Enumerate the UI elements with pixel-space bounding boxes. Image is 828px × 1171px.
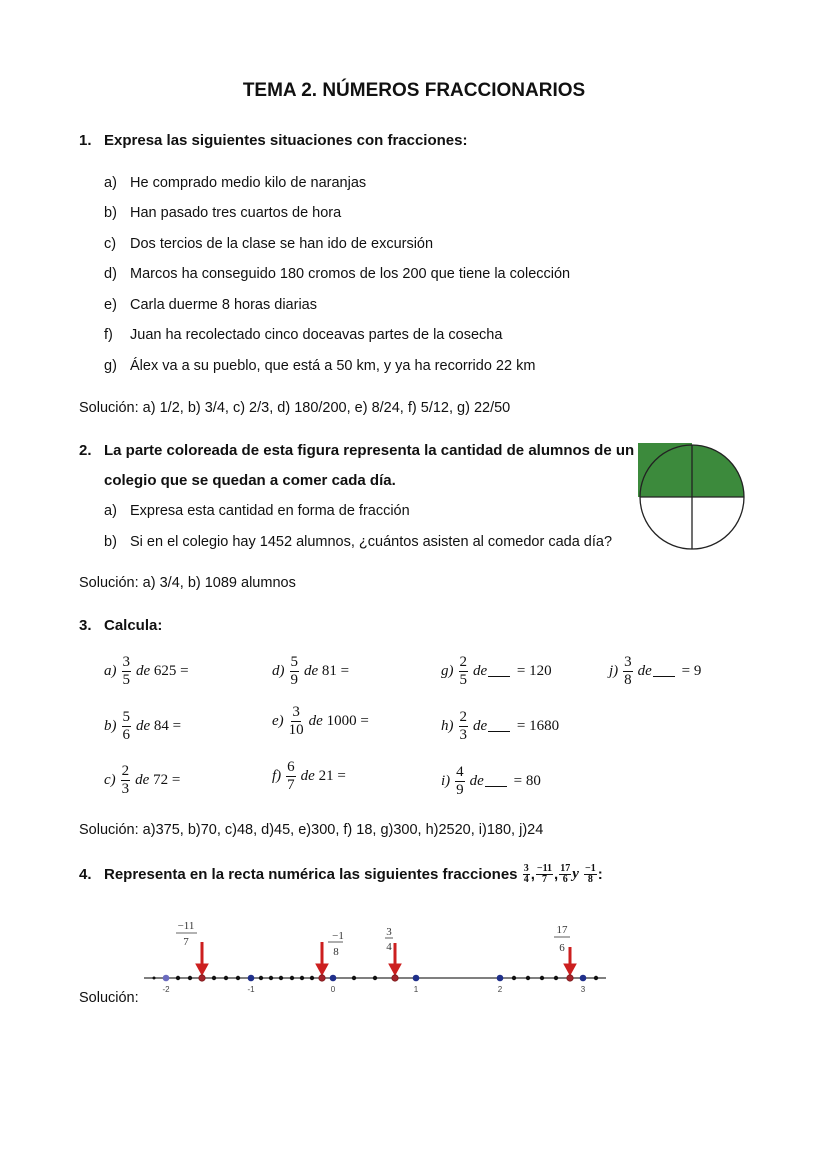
numerator: −11 bbox=[536, 863, 553, 874]
equals: = bbox=[172, 718, 182, 734]
tick-labels bbox=[162, 985, 585, 994]
fraction bbox=[121, 764, 131, 797]
exercise-g bbox=[441, 655, 552, 688]
exercise-j bbox=[609, 655, 701, 688]
item-label: g) bbox=[104, 358, 117, 374]
exercise-label: j) bbox=[609, 663, 619, 679]
word-de: de bbox=[469, 773, 484, 789]
result: 80 bbox=[525, 773, 541, 789]
fraction bbox=[286, 760, 296, 793]
equals: = bbox=[171, 772, 181, 788]
question-number: 4. bbox=[79, 866, 92, 883]
tick-label: -1 bbox=[247, 985, 255, 994]
exercise-i bbox=[441, 765, 541, 798]
solution-2: Solución: a) 3/4, b) 1089 alumnos bbox=[79, 575, 296, 591]
numerator: 2 bbox=[121, 763, 130, 779]
exercise-c bbox=[104, 764, 180, 797]
solution-1: Solución: a) 1/2, b) 3/4, c) 2/3, d) 180/200, e) 8/24, f) 5/12, g) 22/50 bbox=[79, 400, 511, 416]
question-2-heading-line2: colegio que se quedan a comer cada día. bbox=[104, 472, 396, 489]
operand: 72 bbox=[153, 772, 169, 788]
item-text: Si en el colegio hay 1452 alumnos, ¿cuántos asisten al comedor cada día? bbox=[130, 534, 613, 550]
question-1-heading bbox=[79, 132, 467, 149]
denominator: 8 bbox=[587, 874, 593, 885]
item-text: Han pasado tres cuartos de hora bbox=[130, 205, 342, 221]
item-text: Expresa esta cantidad en forma de fracción bbox=[130, 503, 410, 519]
fraction bbox=[459, 655, 469, 688]
word-de: de bbox=[300, 768, 315, 784]
numerator: 6 bbox=[287, 759, 295, 775]
tick-label: -2 bbox=[162, 985, 170, 994]
numerator: −1 bbox=[585, 863, 596, 874]
word-de: de bbox=[637, 663, 652, 679]
exercise-label: i) bbox=[441, 773, 451, 789]
fraction bbox=[290, 655, 300, 688]
numerator: 2 bbox=[459, 654, 467, 670]
numerator: 17 bbox=[560, 863, 571, 874]
word-de: de bbox=[473, 718, 488, 734]
equals: = bbox=[337, 768, 346, 784]
word-de: de bbox=[304, 663, 319, 679]
item-label: f) bbox=[104, 327, 113, 343]
equals: = bbox=[681, 663, 691, 679]
label-minus-1-8: −1 bbox=[332, 930, 344, 942]
list-item bbox=[104, 534, 612, 550]
word-de: de bbox=[135, 772, 150, 788]
question-text: Calcula: bbox=[104, 617, 163, 634]
tick-label: 1 bbox=[413, 985, 419, 994]
numerator: 3 bbox=[624, 654, 632, 670]
question-number: 2. bbox=[79, 442, 92, 459]
exercise-label: h) bbox=[441, 718, 454, 734]
equals: = bbox=[513, 773, 523, 789]
denominator: 9 bbox=[456, 782, 464, 798]
denominator: 4 bbox=[523, 874, 529, 885]
solution-4-label: Solución: bbox=[79, 990, 139, 1006]
operand: 81 bbox=[321, 663, 337, 679]
label-3-4: 3 bbox=[386, 926, 392, 938]
numerator: 2 bbox=[459, 709, 467, 725]
denominator: 3 bbox=[459, 727, 467, 743]
fraction bbox=[122, 655, 132, 688]
item-label: a) bbox=[104, 503, 117, 519]
denominator: 6 bbox=[562, 874, 568, 885]
fraction bbox=[623, 655, 633, 688]
solution-3: Solución: a)375, b)70, c)48, d)45, e)300, f) 18, g)300, h)2520, i)180, j)24 bbox=[79, 822, 544, 838]
denominator: 10 bbox=[288, 722, 304, 738]
separator: : bbox=[597, 866, 603, 883]
exercise-h bbox=[441, 710, 559, 743]
denominator: 7 bbox=[541, 874, 547, 885]
list-item bbox=[104, 358, 535, 374]
denominator: 5 bbox=[459, 672, 467, 688]
exercise-f bbox=[272, 760, 346, 793]
exercise-e bbox=[272, 705, 369, 738]
fraction bbox=[536, 864, 553, 885]
numerator: 3 bbox=[523, 863, 529, 874]
fraction bbox=[289, 705, 304, 738]
tick-label: 3 bbox=[580, 985, 586, 994]
word-de: de bbox=[136, 663, 151, 679]
numerator: 5 bbox=[122, 709, 130, 725]
separator: y bbox=[572, 866, 579, 882]
equals: = bbox=[360, 713, 369, 729]
item-text: He comprado medio kilo de naranjas bbox=[130, 175, 367, 191]
equals: = bbox=[516, 663, 526, 679]
item-text: Dos tercios de la clase se han ido de excursión bbox=[130, 236, 434, 252]
equals: = bbox=[516, 718, 526, 734]
list-item bbox=[104, 503, 410, 519]
fraction bbox=[523, 864, 530, 885]
item-label: d) bbox=[104, 266, 117, 282]
operand: 84 bbox=[153, 718, 169, 734]
word-de: de bbox=[308, 713, 323, 729]
item-label: b) bbox=[104, 534, 117, 550]
denominator: 8 bbox=[624, 672, 632, 688]
question-number: 3. bbox=[79, 617, 92, 634]
item-label: b) bbox=[104, 205, 117, 221]
fraction bbox=[122, 710, 132, 743]
numerator: 5 bbox=[290, 654, 298, 670]
item-label: a) bbox=[104, 175, 117, 191]
svg-text:7: 7 bbox=[183, 936, 189, 948]
page-title: TEMA 2. NÚMEROS FRACCIONARIOS bbox=[242, 80, 586, 101]
exercise-label: c) bbox=[104, 772, 116, 788]
item-label: c) bbox=[104, 236, 117, 252]
pie-figure bbox=[638, 443, 746, 551]
word-de: de bbox=[136, 718, 151, 734]
operand: 21 bbox=[318, 768, 334, 784]
svg-text:6: 6 bbox=[559, 942, 565, 954]
answer-blank[interactable] bbox=[488, 721, 510, 732]
list-item bbox=[104, 236, 433, 252]
svg-text:4: 4 bbox=[386, 941, 392, 953]
exercise-label: g) bbox=[441, 663, 454, 679]
exercise-label: f) bbox=[272, 768, 282, 784]
exercise-a bbox=[104, 655, 189, 688]
result: 9 bbox=[693, 663, 702, 679]
denominator: 7 bbox=[287, 777, 295, 793]
fraction bbox=[455, 765, 465, 798]
item-text: Carla duerme 8 horas diarias bbox=[130, 297, 317, 313]
answer-blank[interactable] bbox=[653, 666, 675, 677]
word-de: de bbox=[473, 663, 488, 679]
question-text: Expresa las siguientes situaciones con fracciones: bbox=[104, 132, 468, 149]
list-item bbox=[104, 266, 570, 282]
separator: , bbox=[554, 866, 559, 883]
equals: = bbox=[340, 663, 350, 679]
operand: 625 bbox=[153, 663, 177, 679]
item-text: Juan ha recolectado cinco doceavas partes de la cosecha bbox=[130, 327, 503, 343]
question-3-heading bbox=[79, 617, 162, 634]
fraction bbox=[559, 864, 571, 885]
label-minus-11-7: −11 bbox=[177, 920, 195, 932]
exercise-label: d) bbox=[272, 663, 285, 679]
exercise-label: e) bbox=[272, 713, 284, 729]
tick-label: 2 bbox=[497, 985, 503, 994]
answer-blank[interactable] bbox=[485, 776, 507, 787]
fraction bbox=[459, 710, 469, 743]
tick-label: 0 bbox=[330, 985, 336, 994]
fraction bbox=[584, 864, 597, 885]
item-text: Álex va a su pueblo, que está a 50 km, y ya ha recorrido 22 km bbox=[130, 358, 536, 374]
question-2-heading bbox=[79, 442, 634, 459]
exercise-d bbox=[272, 655, 349, 688]
result: 1680 bbox=[529, 718, 560, 734]
list-item bbox=[104, 205, 341, 221]
equals: = bbox=[180, 663, 189, 679]
numerator: 3 bbox=[292, 704, 300, 720]
item-text: Marcos ha conseguido 180 cromos de los 200 que tiene la colección bbox=[130, 266, 571, 282]
label-17-6: 17 bbox=[556, 924, 568, 936]
item-label: e) bbox=[104, 297, 117, 313]
number-line bbox=[140, 912, 610, 997]
list-item bbox=[104, 175, 366, 191]
question-4-heading bbox=[79, 864, 603, 885]
denominator: 6 bbox=[122, 727, 130, 743]
exercise-label: a) bbox=[104, 663, 117, 679]
numerator: 3 bbox=[122, 654, 130, 670]
list-item bbox=[104, 297, 317, 313]
question-text: Representa en la recta numérica las siguientes fracciones bbox=[104, 866, 518, 883]
denominator: 3 bbox=[121, 781, 130, 797]
numerator: 4 bbox=[456, 764, 464, 780]
separator: , bbox=[530, 866, 535, 883]
svg-text:8: 8 bbox=[333, 946, 339, 958]
list-item bbox=[104, 327, 502, 343]
exercise-label: b) bbox=[104, 718, 117, 734]
result: 120 bbox=[529, 663, 552, 679]
denominator: 9 bbox=[290, 672, 298, 688]
operand: 1000 bbox=[326, 713, 357, 729]
question-number: 1. bbox=[79, 132, 92, 149]
question-text: La parte coloreada de esta figura representa la cantidad de alumnos de un bbox=[104, 442, 635, 459]
answer-blank[interactable] bbox=[488, 666, 510, 677]
denominator: 5 bbox=[122, 672, 130, 688]
exercise-b bbox=[104, 710, 181, 743]
